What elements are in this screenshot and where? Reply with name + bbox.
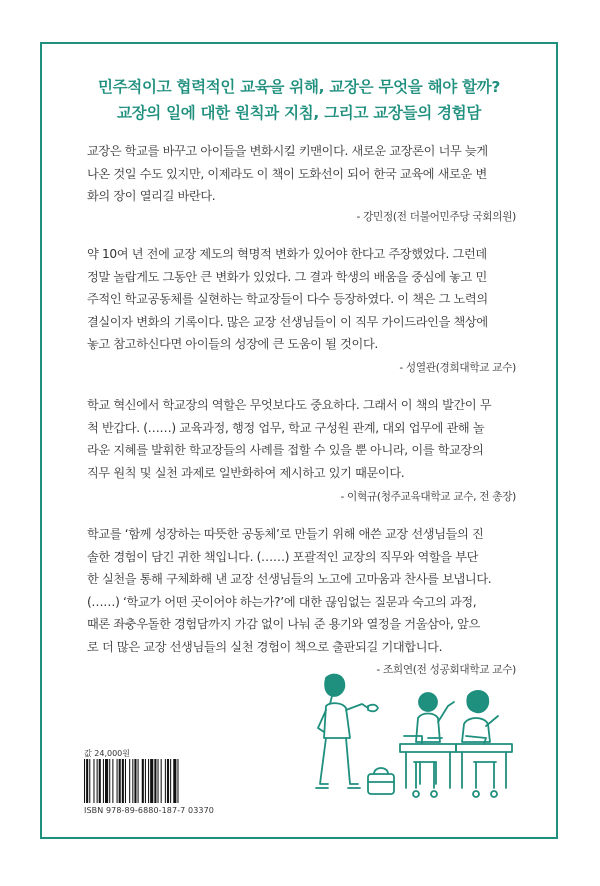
quote-line: 로 더 많은 교장 선생님들의 실천 경험이 책으로 출판되길 기대합니다. bbox=[87, 639, 443, 654]
quote-line: 화의 장이 열리길 바란다. bbox=[87, 189, 216, 203]
quote-3 bbox=[87, 394, 514, 484]
quote-line: 교장은 학교를 바꾸고 아이들을 변화시킬 키맨이다. 새로운 교장론이 너무 늦게 bbox=[87, 144, 488, 158]
quote-4-attribution: - 조희연(전 성공회대학교 교수) bbox=[376, 664, 516, 676]
headline-line-2: 교장의 일에 대한 원칙과 지침, 그리고 교장들의 경험담 bbox=[116, 104, 482, 122]
price-label: 값 24,000원 bbox=[84, 749, 130, 758]
teacher-figure bbox=[316, 675, 368, 788]
quote-line: 한 실천을 통해 구체화해 낸 교장 선생님들의 노고에 고마움과 찬사를 보냅니다. bbox=[87, 572, 492, 586]
quote-line: 학교를 ‘함께 성장하는 따뜻한 공동체’로 만들기 위해 애쓴 교장 선생님들의 진 bbox=[87, 527, 484, 541]
quote-line: 척 반갑다. (……) 교육과정, 행정 업무, 학교 구성원 관계, 대외 업무에 관해 놀 bbox=[87, 420, 485, 435]
quote-line: 나온 것일 수도 있지만, 이제라도 이 책이 도화선이 되어 한국 교육에 새로운 변 bbox=[87, 166, 487, 181]
chair-1 bbox=[413, 762, 437, 797]
quote-1-attribution: - 강민정(전 더불어민주당 국회의원) bbox=[356, 211, 516, 223]
quote-2 bbox=[87, 243, 514, 356]
quote-line: (……) ‘학교가 어떤 곳이어야 하는가?’에 대한 끊임없는 질문과 숙고의 과정, bbox=[87, 594, 477, 609]
quote-1 bbox=[87, 140, 514, 208]
quote-line: 직무 원칙 및 실천 과제로 일반화하여 제시하고 있기 때문이다. bbox=[87, 465, 405, 480]
quote-line: 때론 좌충우돌한 경험담까지 가감 없이 나눠 준 용기와 열정을 거울삼아, 앞으 bbox=[87, 617, 480, 631]
quote-line: 주적인 학교공동체를 실현하는 학교장들이 다수 등장하였다. 이 책은 그 노력의 bbox=[87, 292, 488, 306]
quote-line: 정말 놀랍게도 그동안 큰 변화가 있었다. 그 결과 학생의 배움을 중심에 놓고 민 bbox=[87, 269, 487, 284]
quote-line: 결실이자 변화의 기록이다. 많은 교장 선생님들이 이 직무 가이드라인을 책상에 bbox=[87, 314, 488, 329]
isbn-label: ISBN 978-89-6880-187-7 03370 bbox=[84, 806, 214, 815]
student-figure-2 bbox=[462, 691, 498, 742]
headline bbox=[40, 74, 558, 126]
quote-line: 약 10여 년 전에 교장 제도의 혁명적 변화가 있어야 한다고 주장했었다. 그런데 bbox=[87, 247, 487, 261]
quote-2-attribution: - 성열관(경희대학교 교수) bbox=[399, 362, 516, 374]
quote-line: 솔한 경험이 담긴 귀한 책입니다. (……) 포괄적인 교장의 직무와 역할을 부단 bbox=[87, 549, 479, 564]
quote-3-attribution: - 이혁규(청주교육대학교 교수, 전 총장) bbox=[340, 491, 516, 503]
hand-gesture-icon bbox=[368, 705, 378, 712]
chair-2 bbox=[473, 762, 497, 797]
school-bag-icon bbox=[368, 768, 394, 794]
headline-line-1: 민주적이고 협력적인 교육을 위해, 교장은 무엇을 해야 할까? bbox=[97, 78, 501, 96]
classroom-illustration bbox=[296, 666, 514, 812]
quote-line: 놓고 참고하신다면 아이들의 성장에 큰 도움이 될 것이다. bbox=[87, 337, 378, 351]
quote-line: 라운 지혜를 발휘한 학교장들의 사례를 접할 수 있을 뿐 아니라, 이를 학교장의 bbox=[87, 443, 484, 457]
quote-line: 학교 혁신에서 학교장의 역할은 무엇보다도 중요하다. 그래서 이 책의 발간이 무 bbox=[87, 398, 492, 412]
quote-4 bbox=[87, 523, 514, 658]
barcode-image bbox=[84, 759, 234, 803]
